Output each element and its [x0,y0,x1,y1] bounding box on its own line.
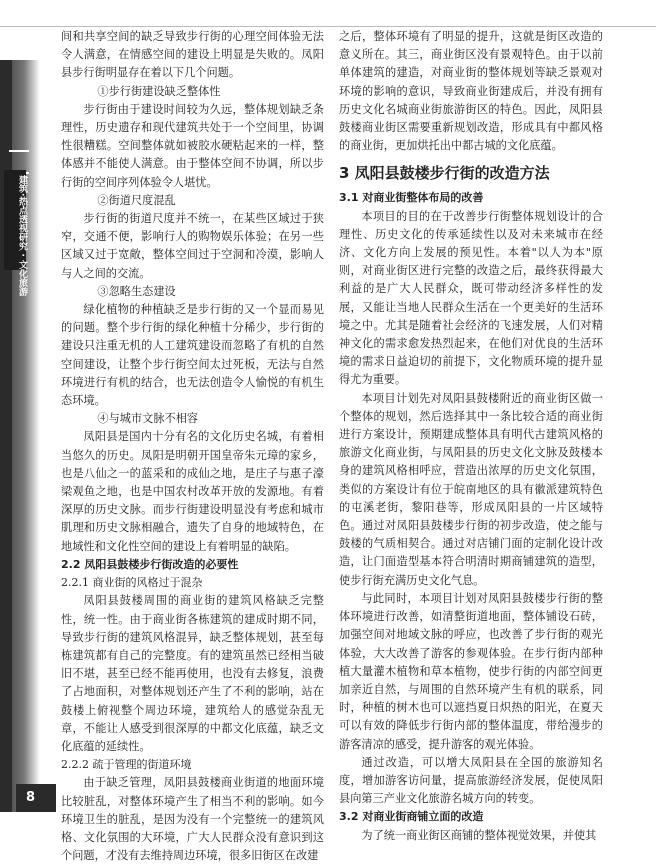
right-column [339,28,603,845]
subsection-heading: 2.2.1 商业街的风格过于混杂 [61,576,203,590]
paragraph: 本项目计划先对凤阳县鼓楼附近的商业街区做一个整体的规划，然后选择其中一条比较合适的商业街进行方案设计，预期建成整体具有明代古建筑风格的旅游文化商业街，与凤阳县的历史文化文脉及鼓楼本身的建筑风格相呼应，营造出浓厚的历史文化氛围，类似的方案设计有位于皖南地区的具有徽派建筑特色的屯溪老街，黎阳巷等，形成凤阳县的一片区域特色。通过对凤阳县鼓楼步行街的初步改造，使之能与鼓楼的气质相契合。通过对店铺门面的定制化设计改造，让门面造型基本符合明清时期商铺建筑的造型，使步行街充满历史文化气息。 [339,391,603,587]
section-heading: 2.2 凤阳县鼓楼步行街改造的必要性 [61,557,239,571]
subheading: ③忽略生态建设 [97,284,176,298]
section-heading: 3.1 对商业街整体布局的改善 [339,191,484,205]
section-tab-label: 建筑·热点透视研究 · 文化旅游 [17,175,27,297]
subheading: ④与城市文脉不相容 [97,412,199,426]
paragraph: 通过改造，可以增大凤阳县在全国的旅游知名度，增加游客访问量，提高旅游经济发展，促使凤阳县向第三产业文化旅游名城方向的转变。 [339,755,603,806]
subsection-heading: 2.2.2 疏于管理的街道环境 [61,758,192,772]
paragraph: 步行街由于建设时间较为久远，整体规划缺乏条理性，历史遗存和现代建筑共处于一个空间里，协调性很糟糕。空间整体就如被胶水硬粘起来的一样，整体感并不能使人满意。由于整体空间不协调，所以步行街的空间序列体验令人堪忧。 [61,102,324,189]
chapter-heading: 3 凤阳县鼓楼步行街的改造方法 [339,164,550,183]
subheading: ①步行街建设缺乏整体性 [97,84,221,98]
page-number-box [16,784,56,812]
paragraph: 凤阳县鼓楼周围的商业街的建筑风格缺乏完整性，统一性。由于商业街各栋建筑的建成时期不同，导致步行街的建筑风格混异，缺乏整体规划，甚至每栋建筑都有自己的完整度。有的建筑虽然已经相当破旧不堪，甚至已经不能再使用，也没有去修复，浪费了占地面积，对整体规划还产生了不利的影响，站在鼓楼上俯视整个周边环境，建筑给人的感觉杂乱无章，不能让人感受到很深厚的中都文化底蕴，缺乏文化底蕴的延续性。 [61,594,324,753]
paragraph: 凤阳县是国内十分有名的文化历史名城，有着相当悠久的历史。凤阳是明朝开国皇帝朱元璋的家乡，也是八仙之一的蓝采和的成仙之地，是庄子与惠子濠梁观鱼之地，也是中国农村改革开放的发源地。有着深厚的历史文脉。而步行街建设明显没有考虑和城市肌理和历史文脉相融合，遗失了自身的地域特色，在地域性和文化性空间的建设上有着明显的缺陷。 [61,430,324,553]
paragraph: 步行街的街道尺度并不统一，在某些区域过于狭窄，交通不便，影响行人的购物娱乐体验；在另一些区域又过于宽敞，整体空间过于空洞和冷漠，影响人与人之间的交流。 [61,212,324,280]
paragraph: 本项目的目的在于改善步行街整体规划设计的合理性、历史文化的传承延续性以及对未来城市在经济、文化方向上发展的预见性。本着"以人为本"原则，对商业街区进行完整的改造之后，最终获得最大利益的是广大人民群众，既可带动经济多样性的发展，又能让当地人民群众生活在一个更美好的生活环境之中。尤其是随着社会经济的飞速发展，人们对精神文化的需求愈发热烈起来，在他们对优良的生活环境的需求日益迫切的前提下，文化物质环境的提升显得尤为重要。 [339,209,603,387]
subheading: ②街道尺度混乱 [97,193,176,207]
paragraph: 为了统一商业街区商铺的整体视觉效果，并使其 [361,828,597,842]
page-top-rule [0,0,656,27]
left-column [61,28,324,865]
paragraph: 与此同时，本项目计划对凤阳县鼓楼步行街的整体环境进行改善，如清整街道地面，整体铺设石砖，加强空间对地域文脉的呼应，也改善了步行街的观光体验，大大改善了游客的参观体验。在步行街内部种植大量灌木植物和草本植物，使步行街的内部空间更加亲近自然，与周围的自然环境产生有机的联系，同时，种植的树木也可以遮挡夏日炽热的阳光，在夏天可以有效的降低步行街内部的整体温度，带给漫步的游客清凉的感受，提升游客的观光体验。 [339,591,603,751]
paragraph: 由于缺乏管理，凤阳县鼓楼商业街道的地面环境比较脏乱，对整体环境产生了相当不利的影响。如今环境卫生的脏乱，是因为没有一个完整统一的建筑风格、文化氛围的大环境，广大人民群众没有意识到这个问题，才没有去维持周边环境，很多旧街区在改建 [61,776,324,863]
paragraph: 之后，整体环境有了明显的提升，这就是街区改造的意义所在。其三，商业街区没有景观特色。由于以前单体建筑的建造，对商业街的整体规划等缺乏景观对环境的影响的意识，导致商业街建成后，并没有拥有历史文化名城商业街旅游街区的特色。因此，凤阳县鼓楼商业街区需要重新规划改造，形成具有中都风格的商业街，更加烘托出中都古城的文化底蕴。 [339,30,603,153]
page-number: 8 [26,790,36,805]
paragraph: 绿化植物的种植缺乏是步行街的又一个显而易见的问题。整个步行街的绿化种植十分稀少，步行街的建设只注重无机的人工建筑建设而忽略了有机的自然空间建设，让整个步行街空间太过死板，无法与自然环境进行有机的结合，也无法创造令人愉悦的有机生态环境。 [61,303,324,408]
section-heading: 3.2 对商业街商铺立面的改造 [339,810,484,824]
paragraph: 间和共享空间的缺乏导致步行街的心理空间体验无法令人满意，在情感空间的建设上明显是失败的。凤阳县步行街明显存在着以下几个问题。 [61,30,324,80]
